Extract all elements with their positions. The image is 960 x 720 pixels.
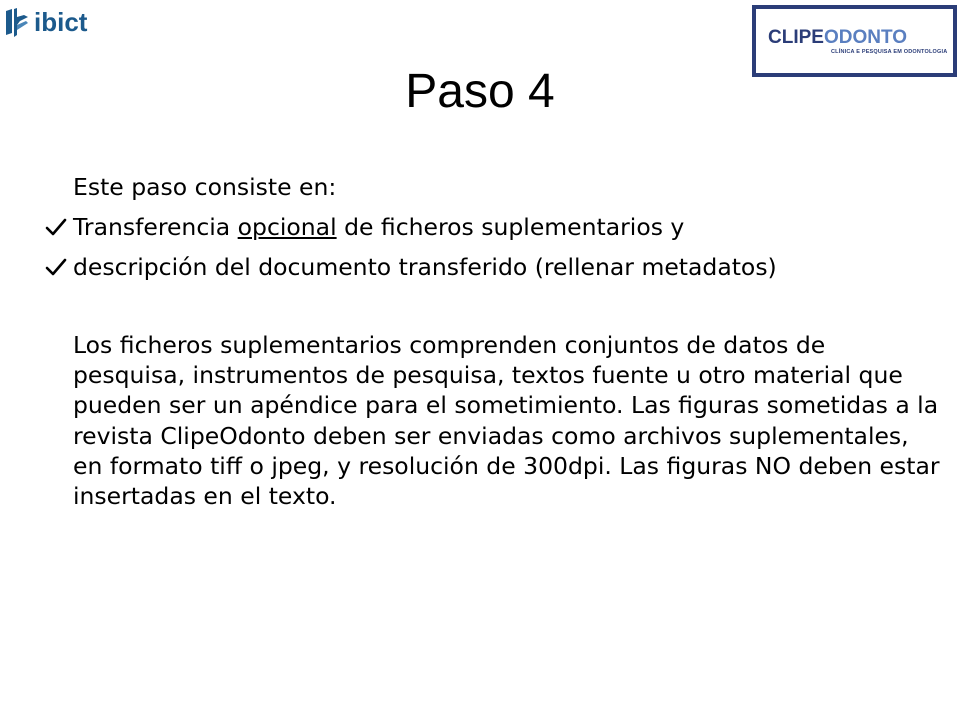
check-icon (44, 255, 68, 279)
slide-content (42, 172, 942, 535)
check-icon (44, 215, 68, 239)
intro-text: Este paso consiste en: (73, 173, 337, 201)
ibict-wordmark: ibict (34, 6, 88, 37)
bullet-text-after: de ficheros suplementarios y (336, 213, 685, 241)
bullet-item (42, 212, 942, 242)
bullet-text-before: Transferencia (73, 213, 238, 241)
bullet-underlined-word: opcional (237, 213, 337, 241)
clipeodonto-wordmark: CLIPEODONTO (768, 26, 907, 48)
bullet-item (42, 252, 942, 282)
body-paragraph: Los ficheros suplementarios comprenden conjuntos de datos de pesquisa, instrumentos de pesquisa, textos fuente u otro material que pueden ser un apéndice para el sometimiento. Las figuras sometidas a la revista ClipeOdonto deben ser enviadas como archivos suplementales, en formato tiff o jpeg, y resolución de 300dpi. Las figuras NO deben estar insertadas en el texto. (73, 331, 940, 511)
ibict-logo (4, 2, 87, 42)
bullet-text: descripción del documento transferido (rellenar metadatos) (73, 253, 777, 281)
clipeodonto-tagline: CLÍNICA E PESQUISA EM ODONTOLOGIA (831, 48, 948, 55)
slide-title: Paso 4 (405, 65, 555, 118)
ibict-mark-icon (4, 5, 30, 39)
